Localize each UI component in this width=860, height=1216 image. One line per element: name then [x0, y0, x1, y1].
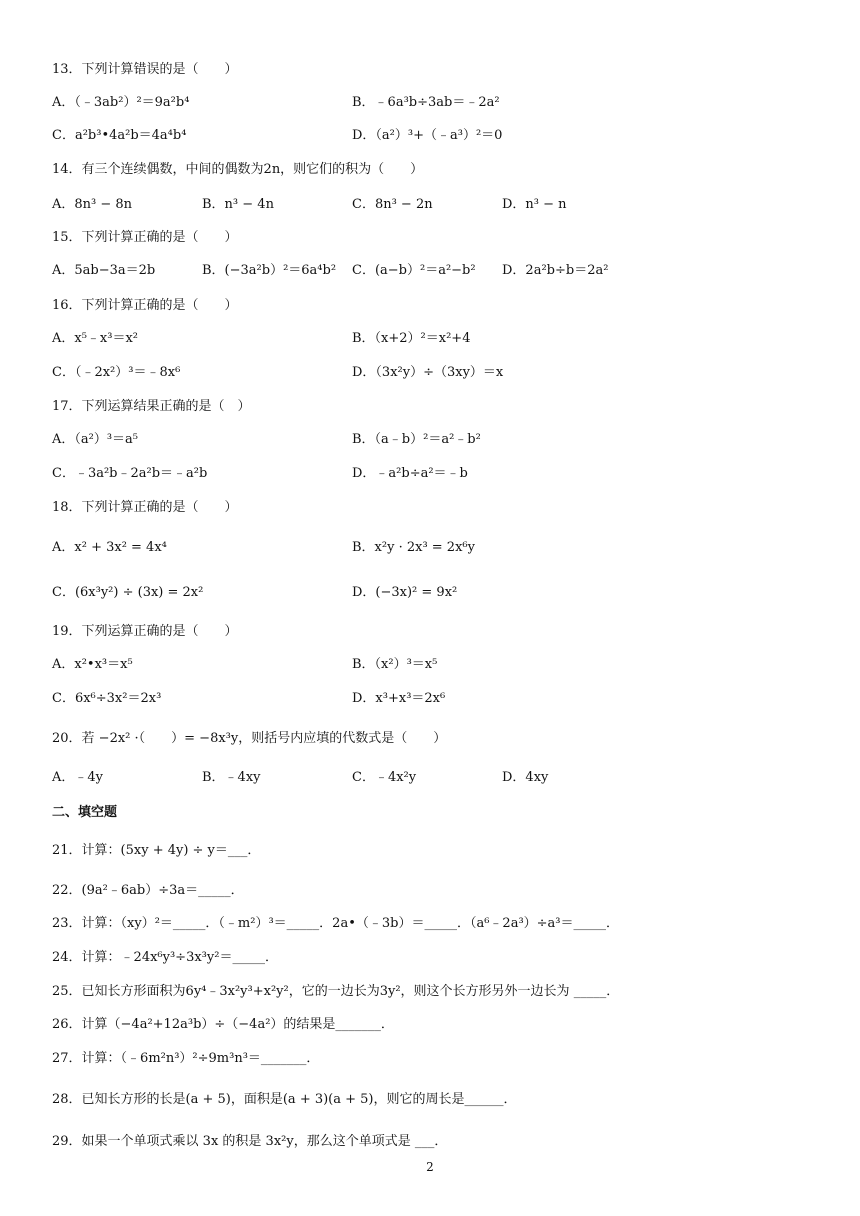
question-13-option-b: B．﹣6a³b÷3ab＝﹣2a² — [352, 95, 500, 110]
question-16-option-d: D．（3x²y）÷（3xy）＝x — [352, 365, 504, 380]
question-20-option-b: B．﹣4xy — [202, 770, 261, 785]
question-17-option-c: C．﹣3a²b﹣2a²b＝﹣a²b — [52, 466, 208, 481]
question-18-option-d: D．(−3x)² = 9x² — [352, 585, 458, 600]
question-27: 27．计算：（﹣6m²n³）²÷9m³n³＝_______． — [52, 1051, 320, 1066]
question-24: 24．计算：﹣24x⁶y³÷3x³y²＝_____． — [52, 950, 278, 965]
question-17-stem: 17．下列运算结果正确的是（ ） — [52, 399, 251, 414]
question-19-option-a: A．x²•x³＝x⁵ — [52, 657, 133, 672]
question-15-option-c: C．(a−b）²＝a²−b² — [352, 263, 476, 278]
question-19-stem: 19．下列运算正确的是（ ） — [52, 624, 238, 639]
question-20-stem: 20．若 −2x² ·（ ）= −8x³y，则括号内应填的代数式是（ ） — [52, 731, 447, 746]
question-18-option-a: A．x² + 3x² = 4x⁴ — [52, 540, 167, 555]
question-17-option-d: D．﹣a²b÷a²＝﹣b — [352, 466, 468, 481]
question-15-option-a: A．5ab−3a＝2b — [52, 263, 156, 278]
question-23: 23．计算：（xy）²＝_____．（﹣m²）³＝_____．2a•（﹣3b）＝_____．（a⁶﹣2a³）÷a³＝_____． — [52, 916, 620, 931]
question-21: 21．计算：(5xy + 4y) ÷ y＝___． — [52, 843, 261, 858]
question-16-stem: 16．下列计算正确的是（ ） — [52, 298, 238, 313]
question-13-option-c: C．a²b³•4a²b＝4a⁴b⁴ — [52, 128, 187, 143]
question-16-option-b: B．（x+2）²＝x²+4 — [352, 331, 471, 346]
question-19-option-d: D．x³+x³＝2x⁶ — [352, 691, 446, 706]
question-15-stem: 15．下列计算正确的是（ ） — [52, 230, 238, 245]
question-16-option-a: A．x⁵﹣x³＝x² — [52, 331, 139, 346]
question-29: 29．如果一个单项式乘以 3x 的积是 3x²y，那么这个单项式是 ___． — [52, 1134, 448, 1149]
question-18-option-c: C．(6x³y²) ÷ (3x) = 2x² — [52, 585, 204, 600]
question-13-stem: 13．下列计算错误的是（ ） — [52, 62, 238, 77]
question-20-option-a: A．﹣4y — [52, 770, 104, 785]
question-16-option-c: C．（﹣2x²）³＝﹣8x⁶ — [52, 365, 181, 380]
question-22: 22．(9a²﹣6ab）÷3a＝_____． — [52, 883, 244, 898]
question-28: 28．已知长方形的长是(a + 5)，面积是(a + 3)(a + 5)，则它的周长是______． — [52, 1092, 517, 1107]
question-14-option-c: C．8n³ − 2n — [352, 197, 433, 212]
question-15-option-b: B．(−3a²b）²＝6a⁴b² — [202, 263, 337, 278]
question-19-option-c: C．6x⁶÷3x²＝2x³ — [52, 691, 162, 706]
section-heading-fill-in: 二、填空题 — [52, 805, 118, 820]
question-26: 26．计算（−4a²+12a³b）÷（−4a²）的结果是_______． — [52, 1017, 394, 1032]
question-14-option-b: B．n³ − 4n — [202, 197, 274, 212]
question-17-option-a: A．（a²）³＝a⁵ — [52, 432, 139, 447]
question-18-stem: 18．下列计算正确的是（ ） — [52, 500, 238, 515]
question-14-stem: 14．有三个连续偶数，中间的偶数为2n，则它们的积为（ ） — [52, 162, 424, 177]
question-15-option-d: D．2a²b÷b＝2a² — [502, 263, 609, 278]
question-17-option-b: B．（a﹣b）²＝a²﹣b² — [352, 432, 481, 447]
page-number: 2 — [426, 1160, 434, 1174]
question-19-option-b: B．（x²）³＝x⁵ — [352, 657, 438, 672]
question-13-option-a: A．（﹣3ab²）²＝9a²b⁴ — [52, 95, 190, 110]
question-18-option-b: B．x²y · 2x³ = 2x⁶y — [352, 540, 475, 555]
question-25: 25．已知长方形面积为6y⁴﹣3x²y³+x²y²，它的一边长为3y²，则这个长方形另外一边长为 _____． — [52, 984, 620, 999]
question-14-option-d: D．n³ − n — [502, 197, 567, 212]
question-20-option-c: C．﹣4x²y — [352, 770, 417, 785]
question-20-option-d: D．4xy — [502, 770, 549, 785]
question-14-option-a: A．8n³ − 8n — [52, 197, 133, 212]
question-13-option-d: D．（a²）³+（﹣a³）²＝0 — [352, 128, 503, 143]
